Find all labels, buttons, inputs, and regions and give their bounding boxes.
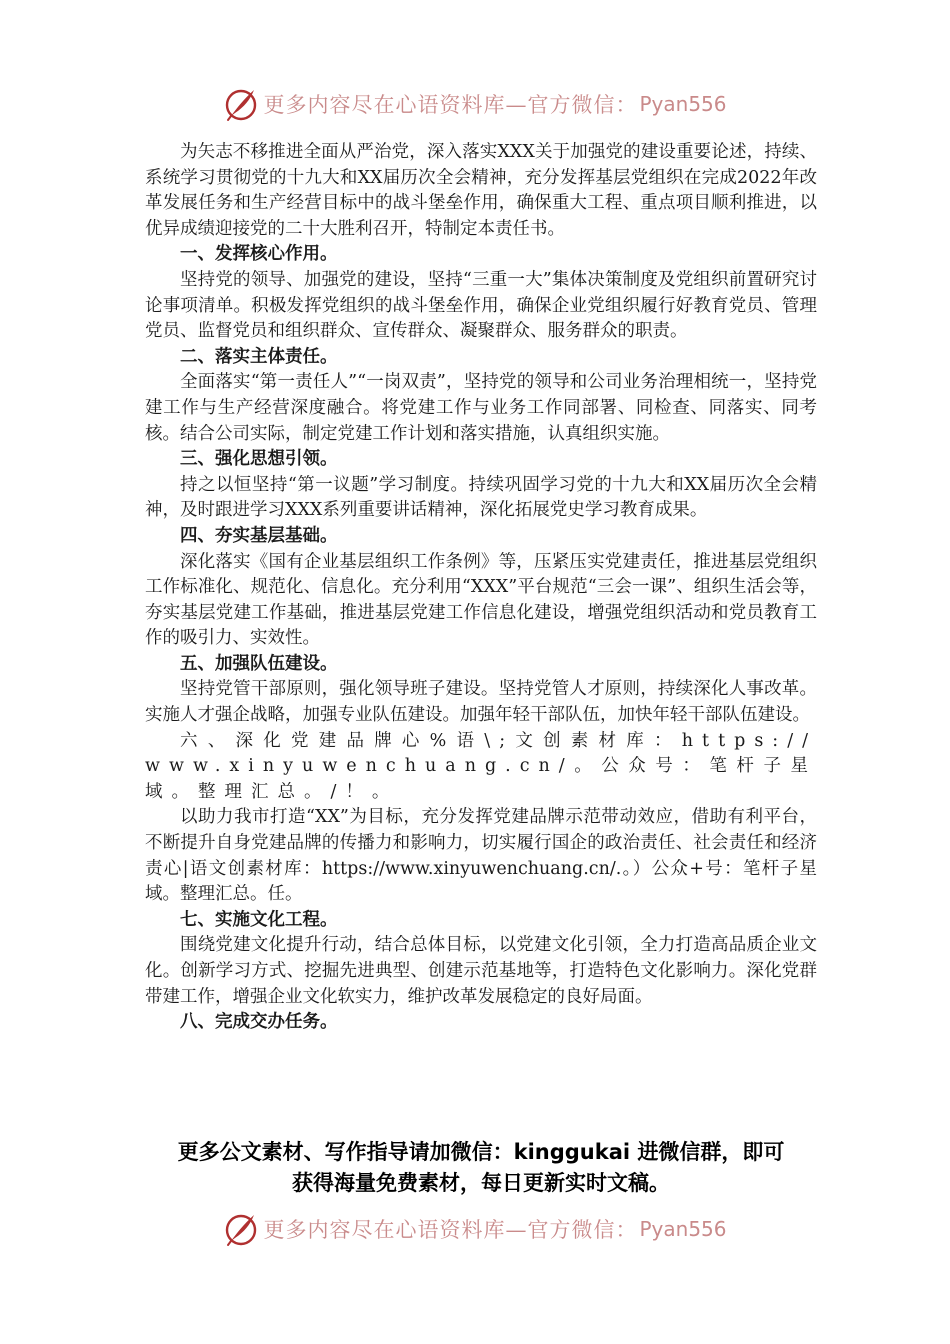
section-3-heading: 三、强化思想引领。 — [180, 449, 338, 470]
section-7-heading: 七、实施文化工程。 — [180, 909, 338, 930]
quill-logo-icon — [223, 86, 259, 122]
document-body — [145, 140, 817, 1036]
banner-wechat-id: Pyan556 — [639, 1217, 727, 1241]
section-5-paragraph: 坚持党管干部原则，强化领导班子建设。坚持党管人才原则，持续深化人事改革。实施人才强企战略，加强专业队伍建设。加强年轻干部队伍，加快年轻干部队伍建设。 — [145, 679, 817, 726]
section-6-paragraph: 以助力我市打造“XX”为目标，充分发挥党建品牌示范带动效应，借助有利平台，不断提升自身党建品牌的传播力和影响力，切实履行国企的政治责任、社会责任和经济责心|语文创素材库：https://www.xinyuwenchuang.cn/.。）公众+号：笔杆子星域。整理汇总。任。 — [145, 807, 817, 905]
section-1-paragraph: 坚持党的领导、加强党的建设，坚持“三重一大”集体决策制度及党组织前置研究讨论事项清单。积极发挥党组织的战斗堡垒作用，确保企业党组织履行好教育党员、管理党员、监督党员和组织群众、宣传群众、凝聚群众、服务群众的职责。 — [145, 269, 817, 342]
banner-text: 更多内容尽在心语资料库—官方微信： — [263, 93, 638, 117]
promo-line-1: 更多公文素材、写作指导请加微信：kinggukai 进微信群，即可 — [177, 1140, 785, 1164]
promo-notice — [145, 1137, 817, 1199]
section-3-paragraph: 持之以恒坚持“第一议题”学习制度。持续巩固学习党的十九大和XX届历次全会精神，及时跟进学习XXX系列重要讲话精神，深化拓展党史学习教育成果。 — [145, 474, 817, 521]
section-7-paragraph: 围绕党建文化提升行动，结合总体目标，以党建文化引领，全力打造高品质企业文化。创新学习方式、挖掘先进典型、创建示范基地等，打造特色文化影响力。深化党群带建工作，增强企业文化软实力，维护改革发展稳定的良好局面。 — [145, 935, 817, 1007]
section-4-heading: 四、夯实基层基础。 — [180, 525, 338, 546]
section-5-heading: 五、加强队伍建设。 — [180, 653, 338, 674]
banner-wechat-id: Pyan556 — [639, 92, 727, 116]
intro-paragraph: 为矢志不移推进全面从严治党，深入落实XXX关于加强党的建设重要论述，持续、系统学习贯彻党的十九大和XX届历次全会精神，充分发挥基层党组织在完成2022年改革发展任务和生产经营目标中的战斗堡垒作用，确保重大工程、重点项目顺利推进，以优异成绩迎接党的二十大胜利召开，特制定本责任书。 — [145, 142, 817, 239]
section-8-heading: 八、完成交办任务。 — [180, 1012, 338, 1033]
footer-watermark-banner — [0, 1209, 950, 1249]
promo-line-2: 获得海量免费素材，每日更新实时文稿。 — [292, 1171, 670, 1195]
section-4-paragraph: 深化落实《国有企业基层组织工作条例》等，压紧压实党建责任，推进基层党组织工作标准化、规范化、信息化。充分利用“XXX”平台规范“三会一课”、组织生活会等，夯实基层党建工作基础，推进基层党建工作信息化建设，增强党组织活动和党员教育工作的吸引力、实效性。 — [145, 551, 817, 649]
header-watermark-banner — [0, 84, 950, 124]
section-6-heading-line: 六、深化党建品牌心%语\;文创素材库：https://www.xinyuwenchuang.cn/。公众号：笔杆子星域。整理汇总。/！。 — [145, 730, 817, 802]
section-1-heading: 一、发挥核心作用。 — [180, 244, 338, 265]
banner-text: 更多内容尽在心语资料库—官方微信： — [263, 1218, 638, 1242]
quill-logo-icon — [223, 1211, 259, 1247]
section-2-paragraph: 全面落实“第一责任人”“一岗双责”，坚持党的领导和公司业务治理相统一，坚持党建工作与生产经营深度融合。将党建工作与业务工作同部署、同检查、同落实、同考核。结合公司实际，制定党建工作计划和落实措施，认真组织实施。 — [145, 372, 817, 444]
section-2-heading: 二、落实主体责任。 — [180, 346, 338, 367]
